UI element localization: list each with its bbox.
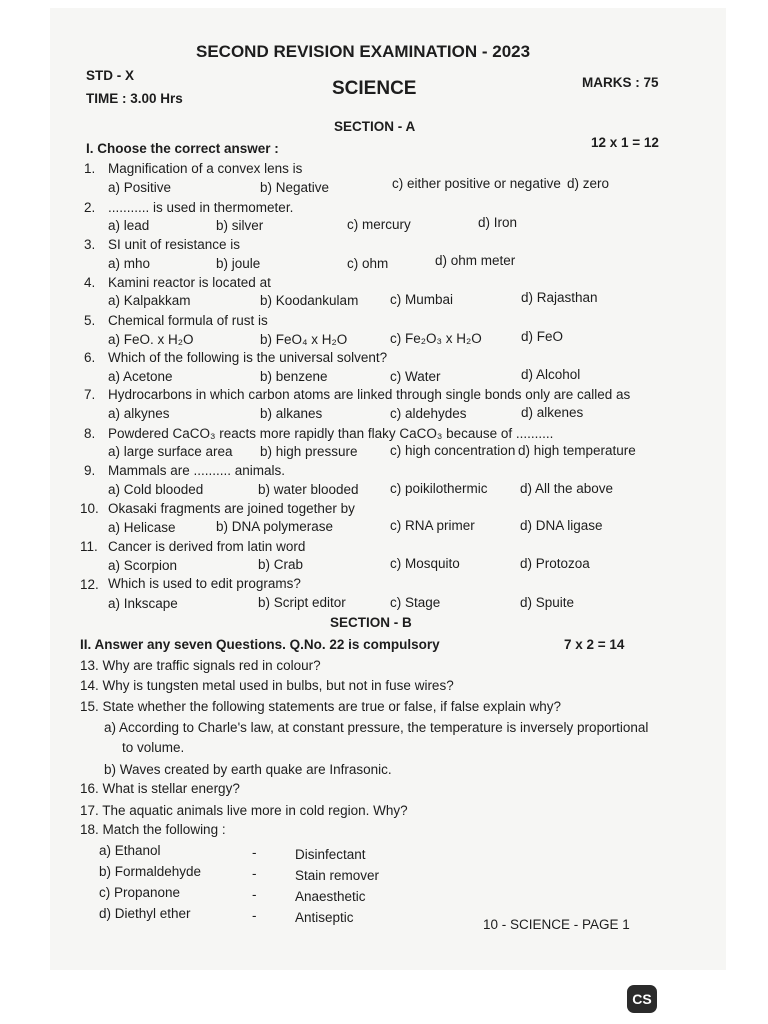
option-c: c) aldehydes <box>390 406 467 421</box>
option-b: b) Negative <box>260 180 330 195</box>
camscanner-logo-icon: CS <box>627 985 657 1013</box>
marks-label: MARKS : 75 <box>582 75 659 90</box>
option-c: c) ohm <box>347 256 389 271</box>
match-right: Stain remover <box>295 868 380 883</box>
question-number: 10. <box>80 501 99 516</box>
option-b: b) FeO₄ x H₂O <box>260 332 348 347</box>
option-d: d) Protozoa <box>520 556 590 571</box>
question-number: 2. <box>84 200 96 215</box>
question-number: 1. <box>84 161 96 176</box>
option-a: a) lead <box>108 218 150 233</box>
question-15: 15. State whether the following statements are true or false, if false explain why? <box>80 699 562 714</box>
question-15a: a) According to Charle's law, at constant pressure, the temperature is inversely proportional <box>104 720 649 735</box>
option-b: b) water blooded <box>258 482 359 497</box>
option-a: a) Positive <box>108 180 172 195</box>
question-number: 9. <box>84 463 96 478</box>
option-c: c) Water <box>390 369 441 384</box>
match-right: Disinfectant <box>295 847 366 862</box>
section-a-marks: 12 x 1 = 12 <box>591 135 659 150</box>
std-label: STD - X <box>86 68 135 83</box>
match-left: c) Propanone <box>99 885 181 900</box>
question-15b: b) Waves created by earth quake are Infrasonic. <box>104 762 392 777</box>
option-d: d) zero <box>567 176 610 191</box>
option-a: a) Scorpion <box>108 558 178 573</box>
question-text: Powdered CaCO₃ reacts more rapidly than flaky CaCO₃ because of .......... <box>108 426 554 441</box>
question-17: 17. The aquatic animals live more in cold region. Why? <box>80 803 408 818</box>
match-left: b) Formaldehyde <box>99 864 202 879</box>
option-b: b) alkanes <box>260 406 323 421</box>
question-number: 5. <box>84 313 96 328</box>
subject-title: SCIENCE <box>332 78 417 99</box>
match-dash: - <box>252 845 257 860</box>
option-d: d) ohm meter <box>435 253 516 268</box>
option-a: a) Inkscape <box>108 596 178 611</box>
option-b: b) joule <box>216 256 261 271</box>
question-number: 11. <box>80 539 98 554</box>
option-d: d) alkenes <box>521 405 584 420</box>
option-b: b) Script editor <box>258 595 346 610</box>
option-d: d) Iron <box>478 215 518 230</box>
question-text: Mammals are .......... animals. <box>108 463 286 478</box>
option-a: a) Kalpakkam <box>108 293 191 308</box>
match-dash: - <box>252 908 257 923</box>
question-text: Which is used to edit programs? <box>108 576 301 591</box>
section-b-instruction: II. Answer any seven Questions. Q.No. 22 is compulsory <box>80 637 440 652</box>
option-d: d) high temperature <box>518 443 636 458</box>
question-number: 7. <box>84 387 96 402</box>
match-dash: - <box>252 866 257 881</box>
question-number: 6. <box>84 350 96 365</box>
question-number: 4. <box>84 275 96 290</box>
option-a: a) alkynes <box>108 406 170 421</box>
question-18: 18. Match the following : <box>80 822 226 837</box>
section-b-title: SECTION - B <box>330 615 412 630</box>
match-right: Antiseptic <box>295 910 354 925</box>
option-b: b) benzene <box>260 369 328 384</box>
option-b: b) Crab <box>258 557 304 572</box>
question-text: Cancer is derived from latin word <box>108 539 306 554</box>
option-c: c) RNA primer <box>390 518 475 533</box>
section-a-instruction: I. Choose the correct answer : <box>86 141 279 156</box>
option-c: c) mercury <box>347 217 411 232</box>
section-b-marks: 7 x 2 = 14 <box>564 637 625 652</box>
question-number: 8. <box>84 426 96 441</box>
question-number: 12. <box>80 577 99 592</box>
question-text: Kamini reactor is located at <box>108 275 271 290</box>
option-d: d) DNA ligase <box>520 518 603 533</box>
option-d: d) All the above <box>520 481 614 496</box>
question-text: Chemical formula of rust is <box>108 313 268 328</box>
option-d: d) Alcohol <box>521 367 581 382</box>
question-15a-continued: to volume. <box>122 740 185 755</box>
question-text: Okasaki fragments are joined together by <box>108 501 355 516</box>
section-a-title: SECTION - A <box>334 119 416 134</box>
match-left: a) Ethanol <box>99 843 161 858</box>
question-number: 3. <box>84 237 96 252</box>
option-a: a) mho <box>108 256 151 271</box>
option-a: a) FeO. x H₂O <box>108 332 194 347</box>
option-b: b) silver <box>216 218 264 233</box>
question-14: 14. Why is tungsten metal used in bulbs, but not in fuse wires? <box>80 678 454 693</box>
question-text: Which of the following is the universal solvent? <box>108 350 388 365</box>
option-b: b) DNA polymerase <box>216 519 334 534</box>
question-text: Hydrocarbons in which carbon atoms are linked through single bonds only are called as <box>108 387 631 402</box>
option-a: a) Acetone <box>108 369 173 384</box>
match-dash: - <box>252 887 257 902</box>
question-text: ........... is used in thermometer. <box>108 200 294 215</box>
match-left: d) Diethyl ether <box>99 906 191 921</box>
option-c: c) Mosquito <box>390 556 460 571</box>
time-label: TIME : 3.00 Hrs <box>86 91 183 106</box>
option-d: d) Spuite <box>520 595 575 610</box>
option-d: d) Rajasthan <box>521 290 598 305</box>
option-a: a) large surface area <box>108 444 233 459</box>
match-right: Anaesthetic <box>295 889 366 904</box>
option-b: b) high pressure <box>260 444 358 459</box>
option-c: c) Stage <box>390 595 441 610</box>
option-c: c) poikilothermic <box>390 481 488 496</box>
option-d: d) FeO <box>521 329 564 344</box>
exam-title: SECOND REVISION EXAMINATION - 2023 <box>196 42 531 61</box>
option-c: c) high concentration <box>390 443 516 458</box>
page-footer: 10 - SCIENCE - PAGE 1 <box>483 917 630 932</box>
question-text: SI unit of resistance is <box>108 237 241 252</box>
option-c: c) Fe₂O₃ x H₂O <box>390 331 482 346</box>
question-text: Magnification of a convex lens is <box>108 161 303 176</box>
question-13: 13. Why are traffic signals red in colour? <box>80 658 321 673</box>
option-a: a) Cold blooded <box>108 482 204 497</box>
question-16: 16. What is stellar energy? <box>80 781 240 796</box>
option-c: c) either positive or negative <box>392 176 561 191</box>
option-a: a) Helicase <box>108 520 176 535</box>
option-b: b) Koodankulam <box>260 293 359 308</box>
option-c: c) Mumbai <box>390 292 454 307</box>
